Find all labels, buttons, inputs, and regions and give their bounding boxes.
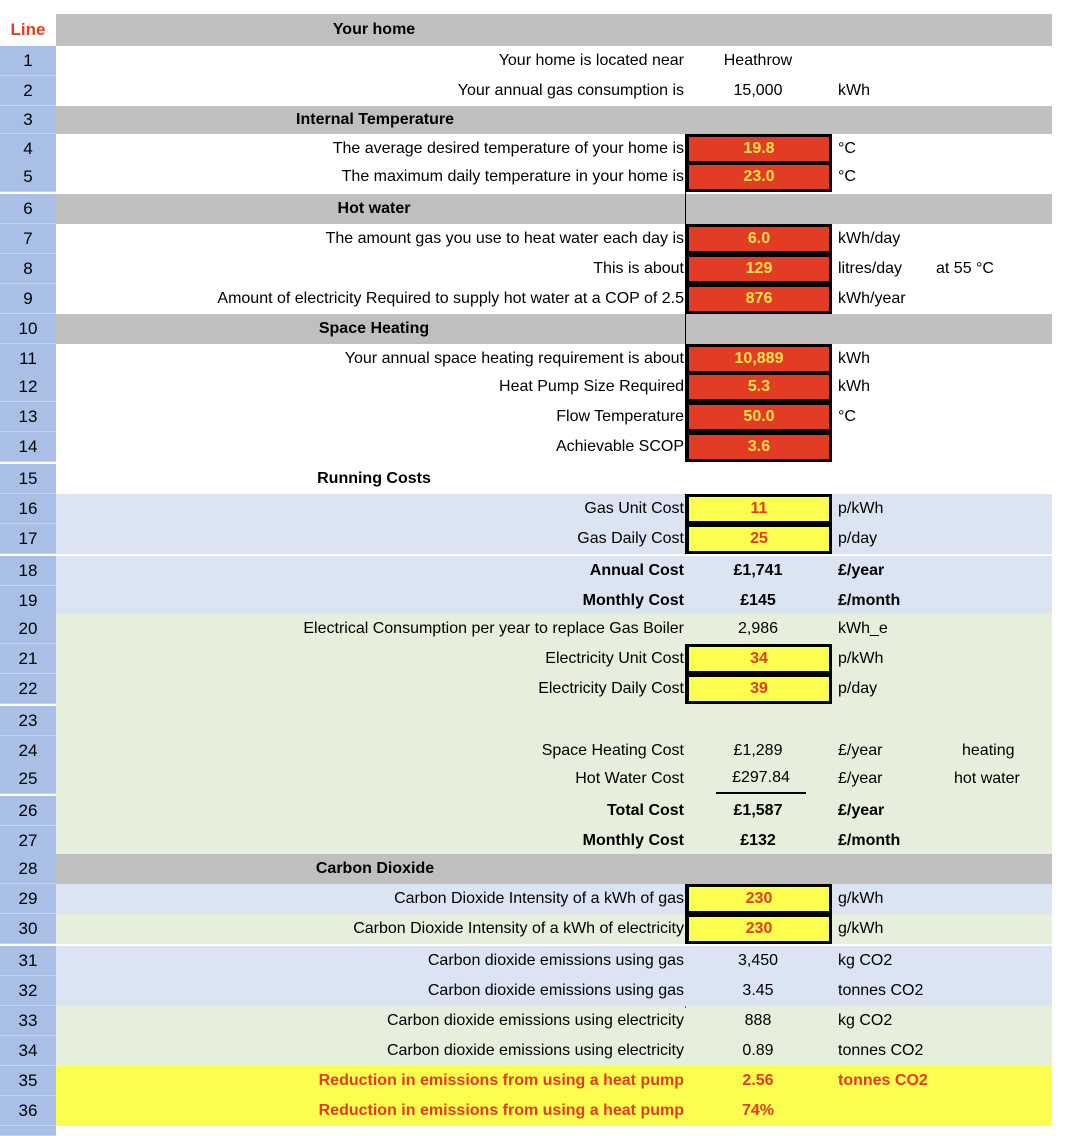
row-37-partial <box>0 1126 1074 1136</box>
line-number: 6 <box>0 194 56 224</box>
row-9[interactable] <box>0 284 1074 314</box>
row-label: Electrical Consumption per year to replace Gas Boiler <box>303 620 684 637</box>
line-number: 5 <box>0 162 56 192</box>
row-14[interactable] <box>0 432 1074 462</box>
line-number: 22 <box>0 674 56 704</box>
section-title-internal-temperature: Internal Temperature <box>296 111 454 128</box>
row-28-section <box>0 854 1074 884</box>
row-label: Space Heating Cost <box>541 742 684 759</box>
row-label: Carbon dioxide emissions using gas <box>427 982 684 999</box>
line-number: 11 <box>0 344 56 374</box>
unit-label: p/day <box>838 680 878 697</box>
unit-label: kWh_e <box>838 620 888 637</box>
space-heating-requirement-value[interactable]: 10,889 <box>686 344 832 374</box>
unit-label: £/year <box>838 770 883 787</box>
section-title-hot-water: Hot water <box>337 200 411 217</box>
unit-label: £/month <box>838 592 901 609</box>
line-number: 4 <box>0 134 56 164</box>
row-label: Reduction in emissions from using a heat pump <box>318 1102 684 1119</box>
header-row <box>0 14 1074 46</box>
max-temperature-value[interactable]: 23.0 <box>686 162 832 192</box>
row-label: Hot Water Cost <box>575 770 684 787</box>
line-number: 14 <box>0 432 56 462</box>
line-number: 16 <box>0 494 56 524</box>
unit-label: g/kWh <box>838 890 884 907</box>
gas-co2-intensity-input[interactable]: 230 <box>686 884 832 914</box>
row-13[interactable] <box>0 402 1074 432</box>
unit-label: £/year <box>838 562 885 579</box>
line-number: 30 <box>0 914 56 944</box>
line-number: 24 <box>0 736 56 766</box>
line-number: 2 <box>0 76 56 106</box>
space-heating-cost-value[interactable]: £1,289 <box>733 742 783 759</box>
line-number: 7 <box>0 224 56 254</box>
line-number: 25 <box>0 764 56 794</box>
row-17[interactable] <box>0 524 1074 554</box>
line-number: 10 <box>0 314 56 344</box>
line-number: 28 <box>0 854 56 884</box>
flow-temperature-value[interactable]: 50.0 <box>686 402 832 432</box>
row-label: Amount of electricity Required to supply hot water at a COP of 2.5 <box>217 290 684 307</box>
row-7[interactable] <box>0 224 1074 254</box>
unit-label: kWh/year <box>838 290 906 307</box>
row-label: Heat Pump Size Required <box>499 378 684 395</box>
row-24[interactable] <box>0 736 1074 766</box>
row-label: Achievable SCOP <box>555 438 684 455</box>
row-label: This is about <box>593 260 684 277</box>
electricity-co2-intensity-input[interactable]: 230 <box>686 914 832 944</box>
unit-label: °C <box>838 140 856 157</box>
row-label: Monthly Cost <box>582 592 684 609</box>
row-15-section <box>0 464 1074 494</box>
electricity-daily-cost-input[interactable]: 39 <box>686 674 832 704</box>
row-label: Your annual space heating requirement is about <box>344 350 684 367</box>
row-label: Carbon Dioxide Intensity of a kWh of electricity <box>353 920 684 937</box>
row-1[interactable] <box>0 46 1074 76</box>
row-label: The average desired temperature of your home is <box>332 140 684 157</box>
row-21[interactable] <box>0 644 1074 674</box>
row-29[interactable] <box>0 884 1074 914</box>
border-line <box>685 644 686 704</box>
unit-label: p/kWh <box>838 650 884 667</box>
line-number: 20 <box>0 614 56 644</box>
line-number: 31 <box>0 946 56 976</box>
row-12[interactable] <box>0 372 1074 402</box>
line-number: 32 <box>0 976 56 1006</box>
row-label: Your home is located near <box>498 52 684 69</box>
row-35[interactable] <box>0 1066 1074 1096</box>
border-line <box>685 494 686 554</box>
line-number: 33 <box>0 1006 56 1036</box>
electricity-co2-tonnes-value[interactable]: 0.89 <box>742 1042 774 1059</box>
row-2[interactable] <box>0 76 1074 106</box>
hot-water-electricity-value[interactable]: 876 <box>686 284 832 314</box>
temperature-note: at 55 °C <box>936 260 994 277</box>
unit-label: kWh <box>838 350 870 367</box>
row-label: Annual Cost <box>589 562 684 579</box>
unit-label: litres/day <box>838 260 903 277</box>
border-line <box>685 884 686 944</box>
row-34[interactable] <box>0 1036 1074 1066</box>
unit-label: °C <box>838 408 856 425</box>
location-value[interactable]: Heathrow <box>723 52 793 69</box>
cell-marker <box>685 1006 686 1008</box>
line-number: 19 <box>0 586 56 616</box>
unit-label: kWh <box>838 378 870 395</box>
unit-label: tonnes CO2 <box>838 982 924 999</box>
electricity-co2-kg-value[interactable]: 888 <box>744 1012 772 1029</box>
row-20[interactable] <box>0 614 1074 644</box>
row-6-section <box>0 194 1074 224</box>
emission-reduction-tonnes-value[interactable]: 2.56 <box>742 1072 774 1089</box>
row-18[interactable] <box>0 556 1074 586</box>
row-label: Reduction in emissions from using a heat pump <box>318 1072 684 1089</box>
row-23 <box>0 706 1074 736</box>
unit-label: p/kWh <box>838 500 884 517</box>
row-label: The amount gas you use to heat water each day is <box>325 230 684 247</box>
heat-pump-size-value[interactable]: 5.3 <box>686 372 832 402</box>
unit-label: kWh <box>838 82 870 99</box>
line-number: 34 <box>0 1036 56 1066</box>
annual-gas-cost-value[interactable]: £1,741 <box>733 562 783 579</box>
line-number: 26 <box>0 796 56 826</box>
unit-label: £/year <box>838 802 885 819</box>
section-title-carbon-dioxide: Carbon Dioxide <box>315 860 435 877</box>
line-number: 35 <box>0 1066 56 1096</box>
section-title-your-home: Your home <box>332 21 416 38</box>
line-number: 3 <box>0 106 56 134</box>
hot-water-note: hot water <box>954 770 1020 787</box>
row-10-section <box>0 314 1074 344</box>
gas-consumption-value[interactable]: 15,000 <box>733 82 783 99</box>
unit-label: g/kWh <box>838 920 884 937</box>
unit-label: tonnes CO2 <box>838 1072 928 1089</box>
line-number: 8 <box>0 254 56 284</box>
row-36[interactable] <box>0 1096 1074 1126</box>
gas-co2-kg-value[interactable]: 3,450 <box>737 952 779 969</box>
litres-per-day-value[interactable]: 129 <box>686 254 832 284</box>
row-25[interactable] <box>0 764 1074 794</box>
row-label: Flow Temperature <box>556 408 684 425</box>
line-number: 1 <box>0 46 56 76</box>
electricity-unit-cost-input[interactable]: 34 <box>686 644 832 674</box>
hot-water-cost-value[interactable]: £297.84 <box>716 764 806 794</box>
row-33[interactable] <box>0 1006 1074 1036</box>
border-line <box>685 134 686 462</box>
line-number: 12 <box>0 372 56 402</box>
row-label: Electricity Unit Cost <box>545 650 684 667</box>
row-label: Carbon dioxide emissions using electricity <box>386 1012 684 1029</box>
row-label: Carbon dioxide emissions using gas <box>427 952 684 969</box>
row-label: Carbon dioxide emissions using electricity <box>386 1042 684 1059</box>
unit-label: p/day <box>838 530 878 547</box>
hot-water-gas-value[interactable]: 6.0 <box>686 224 832 254</box>
row-19[interactable] <box>0 586 1074 616</box>
row-label: Electricity Daily Cost <box>538 680 684 697</box>
line-number: 9 <box>0 284 56 314</box>
line-column-header: Line <box>0 14 56 46</box>
emission-reduction-percent-value[interactable]: 74% <box>741 1102 775 1119</box>
line-number: 29 <box>0 884 56 914</box>
row-label: Gas Daily Cost <box>577 530 684 547</box>
row-26[interactable] <box>0 796 1074 826</box>
row-31[interactable] <box>0 946 1074 976</box>
row-16[interactable] <box>0 494 1074 524</box>
unit-label: £/year <box>838 742 883 759</box>
unit-label: tonnes CO2 <box>838 1042 924 1059</box>
gas-co2-tonnes-value[interactable]: 3.45 <box>742 982 774 999</box>
line-number: 21 <box>0 644 56 674</box>
electrical-consumption-value[interactable]: 2,986 <box>737 620 779 637</box>
unit-label: kg CO2 <box>838 1012 893 1029</box>
gas-daily-cost-input[interactable]: 25 <box>686 524 832 554</box>
gas-unit-cost-input[interactable]: 11 <box>686 494 832 524</box>
line-number: 17 <box>0 524 56 554</box>
row-27[interactable] <box>0 826 1074 856</box>
row-label: Carbon Dioxide Intensity of a kWh of gas <box>394 890 684 907</box>
row-22[interactable] <box>0 674 1074 704</box>
line-number: 18 <box>0 556 56 586</box>
row-8[interactable] <box>0 254 1074 284</box>
row-30[interactable] <box>0 914 1074 944</box>
line-number: 27 <box>0 826 56 856</box>
row-label: Gas Unit Cost <box>584 500 684 517</box>
unit-label: °C <box>838 168 856 185</box>
line-number: 36 <box>0 1096 56 1126</box>
section-title-space-heating: Space Heating <box>318 320 430 337</box>
scop-value[interactable]: 3.6 <box>686 432 832 462</box>
desired-temperature-value[interactable]: 19.8 <box>686 134 832 164</box>
line-number: 23 <box>0 706 56 736</box>
line-number: 13 <box>0 402 56 432</box>
line-number: 15 <box>0 464 56 494</box>
line-number-partial <box>0 1126 56 1136</box>
row-4[interactable] <box>0 134 1074 164</box>
row-label: Total Cost <box>606 802 684 819</box>
heating-note: heating <box>962 742 1015 759</box>
monthly-gas-cost-value[interactable]: £145 <box>740 592 776 609</box>
section-title-running-costs: Running Costs <box>317 470 431 487</box>
unit-label: £/month <box>838 832 901 849</box>
row-11[interactable] <box>0 344 1074 374</box>
row-label: Monthly Cost <box>582 832 684 849</box>
row-32[interactable] <box>0 976 1074 1006</box>
row-label: The maximum daily temperature in your home is <box>341 168 684 185</box>
row-5[interactable] <box>0 162 1074 192</box>
row-3-section <box>0 106 1074 134</box>
monthly-cost-value[interactable]: £132 <box>740 832 776 849</box>
total-cost-value[interactable]: £1,587 <box>733 802 783 819</box>
row-label: Your annual gas consumption is <box>457 82 684 99</box>
unit-label: kWh/day <box>838 230 901 247</box>
unit-label: kg CO2 <box>838 952 893 969</box>
